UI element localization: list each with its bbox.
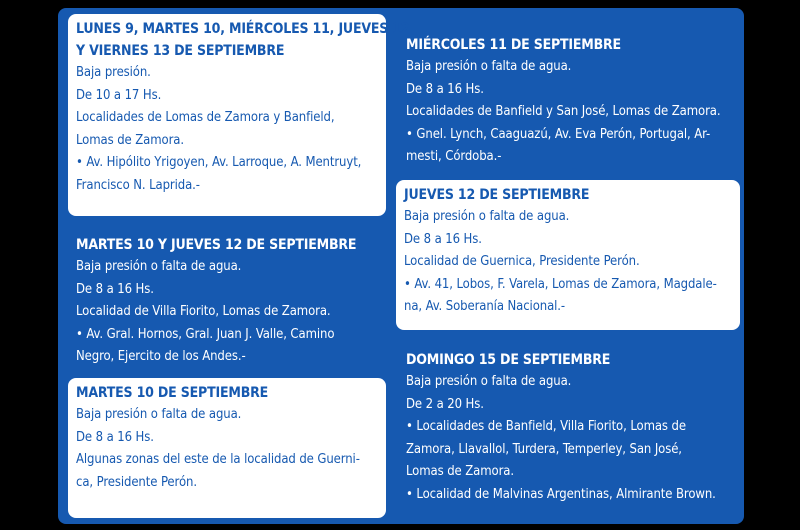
card-line: De 8 a 16 Hs.: [406, 81, 484, 97]
card-line: Negro, Ejercito de los Andes.-: [76, 349, 246, 364]
card-line: Baja presión o falta de agua.: [406, 374, 572, 389]
notice-card-martes-jueves: [68, 230, 386, 370]
card-line: Lomas de Zamora.: [76, 132, 184, 148]
card-line: • Localidad de Malvinas Argentinas, Almirante Brown.: [406, 486, 716, 502]
card-line: Localidades de Lomas de Zamora y Banfield,: [76, 110, 335, 125]
card-line: • Av. Hipólito Yrigoyen, Av. Larroque, A. Mentruyt,: [76, 155, 362, 170]
card-line: Baja presión.: [76, 65, 151, 80]
card-line: Lomas de Zamora.: [406, 464, 514, 479]
notice-card-miercoles: [398, 30, 738, 180]
card-title: DOMINGO 15 DE SEPTIEMBRE: [406, 352, 611, 368]
card-line: De 8 a 16 Hs.: [76, 281, 154, 297]
card-title: JUEVES 12 DE SEPTIEMBRE: [404, 187, 590, 203]
card-line: Francisco N. Laprida.-: [76, 177, 200, 193]
card-line: De 8 a 16 Hs.: [404, 231, 482, 247]
card-line: • Localidades de Banfield, Villa Fiorito, Lomas de: [406, 419, 686, 434]
card-line: De 2 a 20 Hs.: [406, 396, 484, 412]
notice-panel: [58, 8, 744, 524]
card-line: Zamora, Llavallol, Turdera, Temperley, San José,: [406, 441, 682, 457]
card-line: Baja presión o falta de agua.: [406, 59, 572, 74]
card-line: • Av. 41, Lobos, F. Varela, Lomas de Zamora, Magdale-: [404, 276, 717, 292]
card-title: MIÉRCOLES 11 DE SEPTIEMBRE: [406, 37, 621, 53]
card-line: Baja presión o falta de agua.: [76, 259, 242, 274]
card-title: LUNES 9, MARTES 10, MIÉRCOLES 11, JUEVES 12: [76, 21, 410, 37]
card-line: na, Av. Soberanía Nacional.-: [404, 299, 566, 314]
card-line: De 10 a 17 Hs.: [76, 87, 162, 103]
card-line: ca, Presidente Perón.: [76, 474, 197, 490]
notice-card-jueves: [396, 180, 740, 330]
card-line: Localidad de Villa Fiorito, Lomas de Zamora.: [76, 304, 331, 319]
notice-card-martes: [68, 378, 386, 518]
card-line: Localidades de Banfield y San José, Lomas de Zamora.: [406, 104, 721, 119]
card-line: Localidad de Guernica, Presidente Perón.: [404, 254, 640, 269]
card-line: De 8 a 16 Hs.: [76, 429, 154, 445]
card-title: MARTES 10 DE SEPTIEMBRE: [76, 385, 268, 401]
card-line: Algunas zonas del este de la localidad de Guerni-: [76, 452, 360, 467]
notice-card-domingo: [398, 345, 738, 520]
card-line: mesti, Córdoba.-: [406, 149, 502, 164]
notice-card-weekdays: [68, 14, 410, 216]
card-title: Y VIERNES 13 DE SEPTIEMBRE: [76, 43, 285, 59]
card-line: • Gnel. Lynch, Caaguazú, Av. Eva Perón, Portugal, Ar-: [406, 126, 711, 142]
card-line: Baja presión o falta de agua.: [76, 407, 242, 422]
card-title: MARTES 10 Y JUEVES 12 DE SEPTIEMBRE: [76, 237, 357, 253]
card-line: • Av. Gral. Hornos, Gral. Juan J. Valle, Camino: [76, 326, 335, 342]
card-line: Baja presión o falta de agua.: [404, 209, 570, 224]
